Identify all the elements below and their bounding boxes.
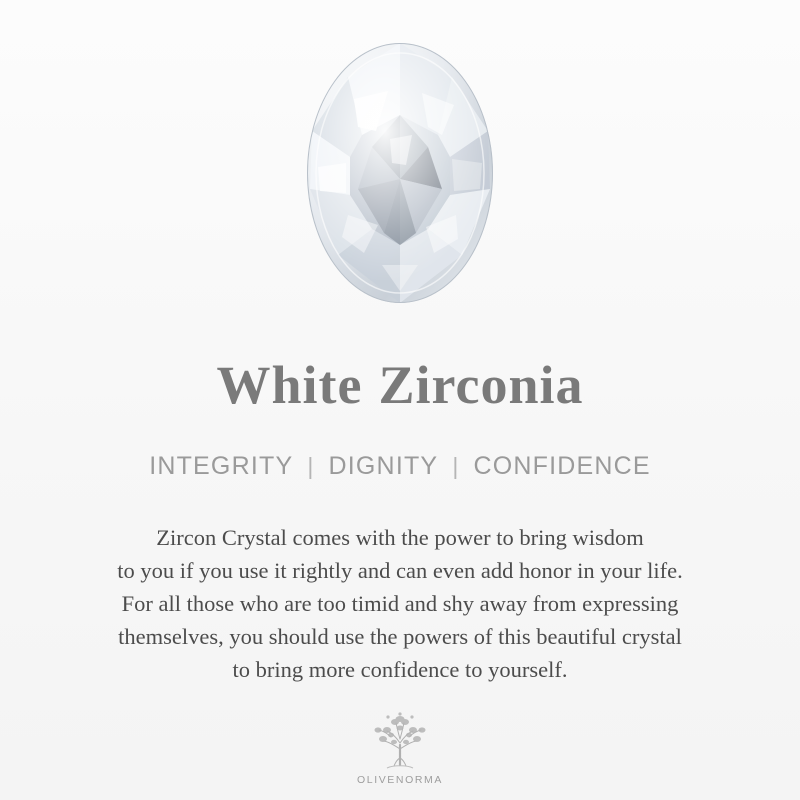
keyword-integrity: INTEGRITY: [149, 452, 294, 480]
brand-footer: [0, 711, 800, 786]
page-title: [216, 355, 584, 415]
title-word-two: Zirconia: [378, 355, 584, 415]
keyword-dignity: DIGNITY: [328, 452, 439, 480]
description-line: For all those who are too timid and shy away from expressing: [121, 591, 679, 616]
tree-of-life-logo-icon: [363, 711, 437, 773]
description-line: to bring more confidence to yourself.: [232, 657, 568, 682]
description-text: [35, 521, 765, 686]
keyword-separator: |: [452, 453, 460, 479]
keyword-separator: |: [307, 453, 315, 479]
brand-name: OLIVENORMA: [356, 774, 443, 786]
keyword-confidence: CONFIDENCE: [473, 452, 651, 480]
gemstone-image: [295, 34, 505, 312]
description-line: to you if you use it rightly and can even add honor in your life.: [117, 558, 683, 583]
oval-cut-white-zirconia-gemstone-icon: [302, 39, 498, 307]
description-line: themselves, you should use the powers of this beautiful crystal: [118, 624, 682, 649]
keyword-list: [149, 452, 651, 481]
description-line: Zircon Crystal comes with the power to bring wisdom: [156, 525, 644, 550]
title-word-one: White: [216, 355, 363, 415]
